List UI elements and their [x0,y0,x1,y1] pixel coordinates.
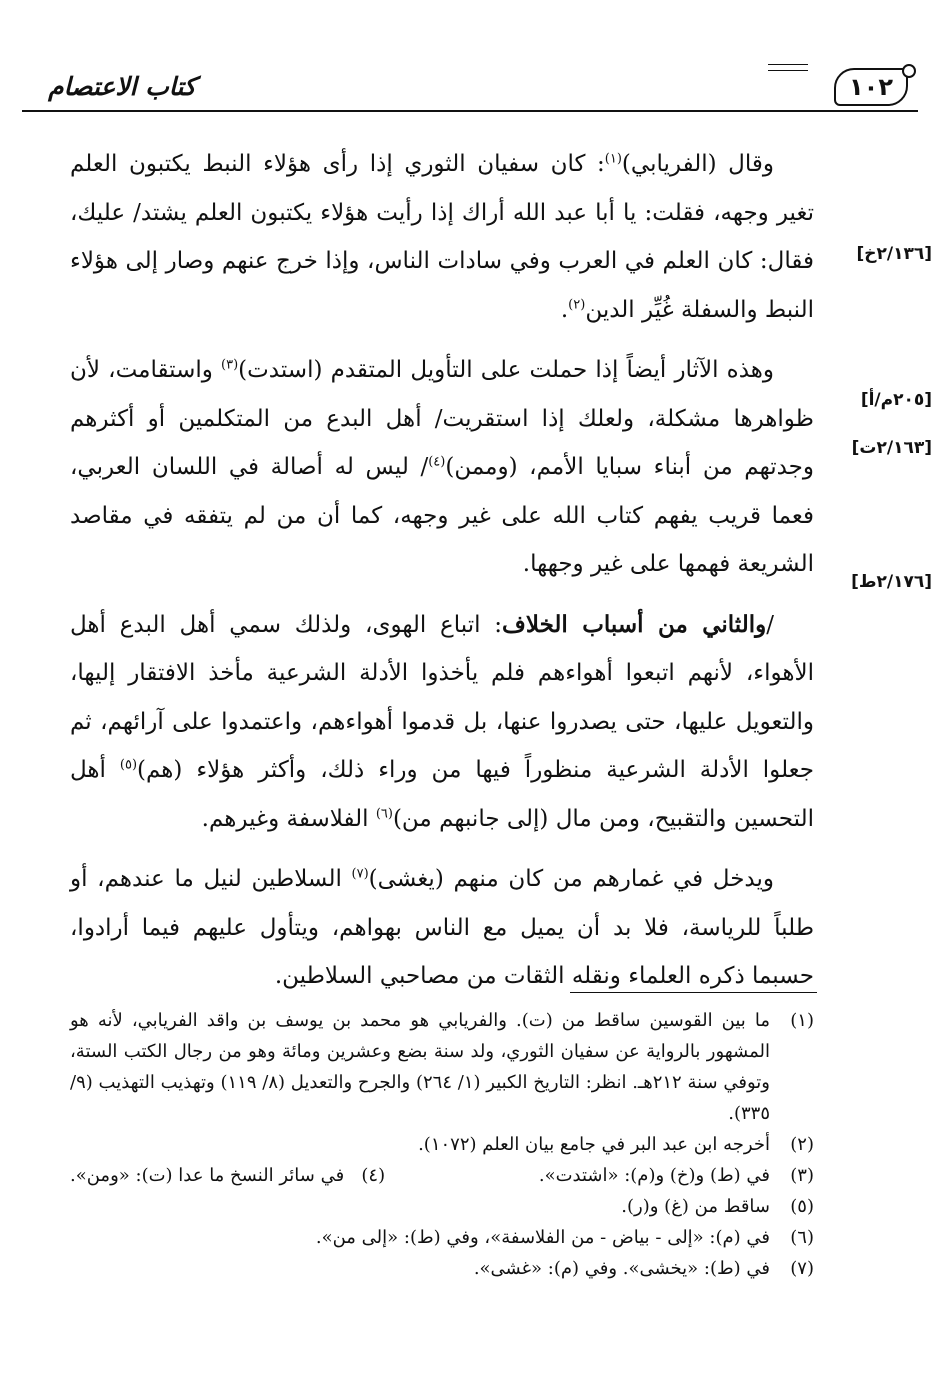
margin-note-manuscript-m: [٢٠٥م/أ] [860,390,932,410]
footnote-number: (٤) [361,1165,386,1186]
paragraph [70,346,814,589]
text-run: الفلاسفة وغيرهم. [201,805,376,832]
ornament-icon [902,64,916,78]
footnote-second [70,1160,385,1191]
margin-note-manuscript-kh: [٢/١٣٦خ] [856,244,932,264]
footnote-number: (٧) [790,1258,814,1279]
footnote [70,1191,814,1222]
text-run: ويدخل في غمارهم من كان منهم (يغشى) [368,866,774,892]
footnote-text: أخرجه ابن عبد البر في جامع بيان العلم (١٠٧٢). [418,1134,770,1155]
footnote-number: (٥) [790,1196,814,1217]
page-number-frame [788,62,918,108]
footnote-number: (٦) [790,1227,814,1248]
frame-line-top [768,64,808,65]
text-run: / [766,611,774,638]
footnote-text: في (م): «إلى - بياض - من الفلاسفة»، وفي (ط): «إلى من». [315,1227,770,1248]
footnote-text: في (ط): «يخشى». وفي (م): «غشى». [473,1258,770,1279]
footnote-number: (١) [790,1010,814,1031]
footnote-text: في (ط) و(خ) و(م): «اشتدت». [538,1165,770,1186]
text-run: أهل التحسين والتقبيح، ومن مال (إلى جانبهم من) [70,757,814,832]
footnote [70,1222,814,1253]
paragraph [70,601,814,844]
footnote-text: في سائر النسخ ما عدا (ت): «ومن». [70,1165,345,1186]
text-run: : اتباع الهوى، ولذلك سمي أهل البدع أهل الأهواء، لأنهم اتبعوا أهواءهم فلم يأخذوا الأدلة الشرعية مأخذ الافتقار إليها، والتعويل عليها، حتى يصدروا عنها، بل قدموا أهواءهم، واعتمدوا على آرائهم، ثم جعلوا الأدلة الشرعية منظوراً فيها من وراء ذلك، وأكثر هؤلاء (هم) [70,611,814,783]
paragraph [70,140,814,334]
section-heading-inline: والثاني من أسباب الخلاف [502,610,767,638]
text-run: السلاطين لنيل ما عندهم، أو طلباً للرياسة، فلا بد أن يميل مع الناس بهواهم، ويتأول عليهم فيما أرادوا، حسبما ذكره العلماء ونقله الثقات من مصاحبي السلاطين. [70,866,814,989]
footnote-ref: (١) [604,151,622,167]
footnote [70,1005,814,1129]
margin-note-manuscript-t: [٢/١٦٣ت] [851,438,932,458]
text-run: : كان سفيان الثوري إذا رأى هؤلاء النبط يكتبون العلم تغير وجهه، فقلت: يا أبا عبد الله أراك إذا رأيت هؤلاء يكتبون العلم يشتد/ عليك، فقال: كان العلم في العرب وفي سادات الناس، وإذا خرج عنهم وصار إلى هؤلاء النبط والسفلة غُيِّر الدين [70,151,814,323]
header-rule [22,110,918,112]
main-text [70,140,814,1013]
page-header [22,62,918,114]
text-run: وقال (الفريابي) [621,151,774,177]
footnote [70,1129,814,1160]
footnote-ref: (٧) [351,866,369,882]
footnote-ref: (٥) [119,757,138,773]
footnote-number: (٣) [790,1165,814,1186]
text-run: واستقامت، لأن ظواهرها مشكلة، ولعلك إذا استقريت/ أهل البدع من المتكلمين أو أكثرهم وجدتهم من أبناء سبايا الأمم، (وممن) [70,357,814,480]
paragraph [70,855,814,1001]
footnote-ref: (٦) [375,805,393,821]
text-run: / ليس له أصالة في اللسان العربي، فعما قريب يفهم كتاب الله على غير وجهه، كما أن من لم يتفقه في مقاصد الشريعة فهمها على غير وجهها. [70,454,814,577]
footnote-separator [570,992,817,993]
frame-line-middle [768,70,808,71]
footnote-number: (٢) [790,1134,814,1155]
footnote [70,1253,814,1284]
text-run: وهذه الآثار أيضاً إذا حملت على التأويل المتقدم (استدت) [238,357,774,383]
footnotes [70,1005,814,1284]
footnote-pair [70,1160,814,1191]
footnote-text: ما بين القوسين ساقط من (ت). والفريابي هو محمد بن يوسف بن واقد الفريابي، لأنه هو المشهور بالرواية عن سفيان الثوري، ولد سنة بضع وعشرين ومائة وهو من رجال الكتب الستة، وتوفي سنة ٢١٢هـ. انظر: التاريخ الكبير (١/ ٢٦٤) والجرح والتعديل (٨/ ١١٩) وتهذيب التهذيب (٩/ ٣٣٥). [70,1010,770,1124]
margin-note-manuscript-tt: [٢/١٧٦ط] [851,572,932,592]
footnote-ref: (٣) [221,357,239,373]
page-number: ١٠٢ [834,68,908,106]
footnote-ref: (٢) [568,296,586,312]
footnote-ref: (٤) [428,454,446,470]
text-run: . [560,296,569,323]
book-title: كتاب الاعتصام [48,72,196,101]
footnote-text: ساقط من (غ) و(ر). [621,1196,770,1217]
